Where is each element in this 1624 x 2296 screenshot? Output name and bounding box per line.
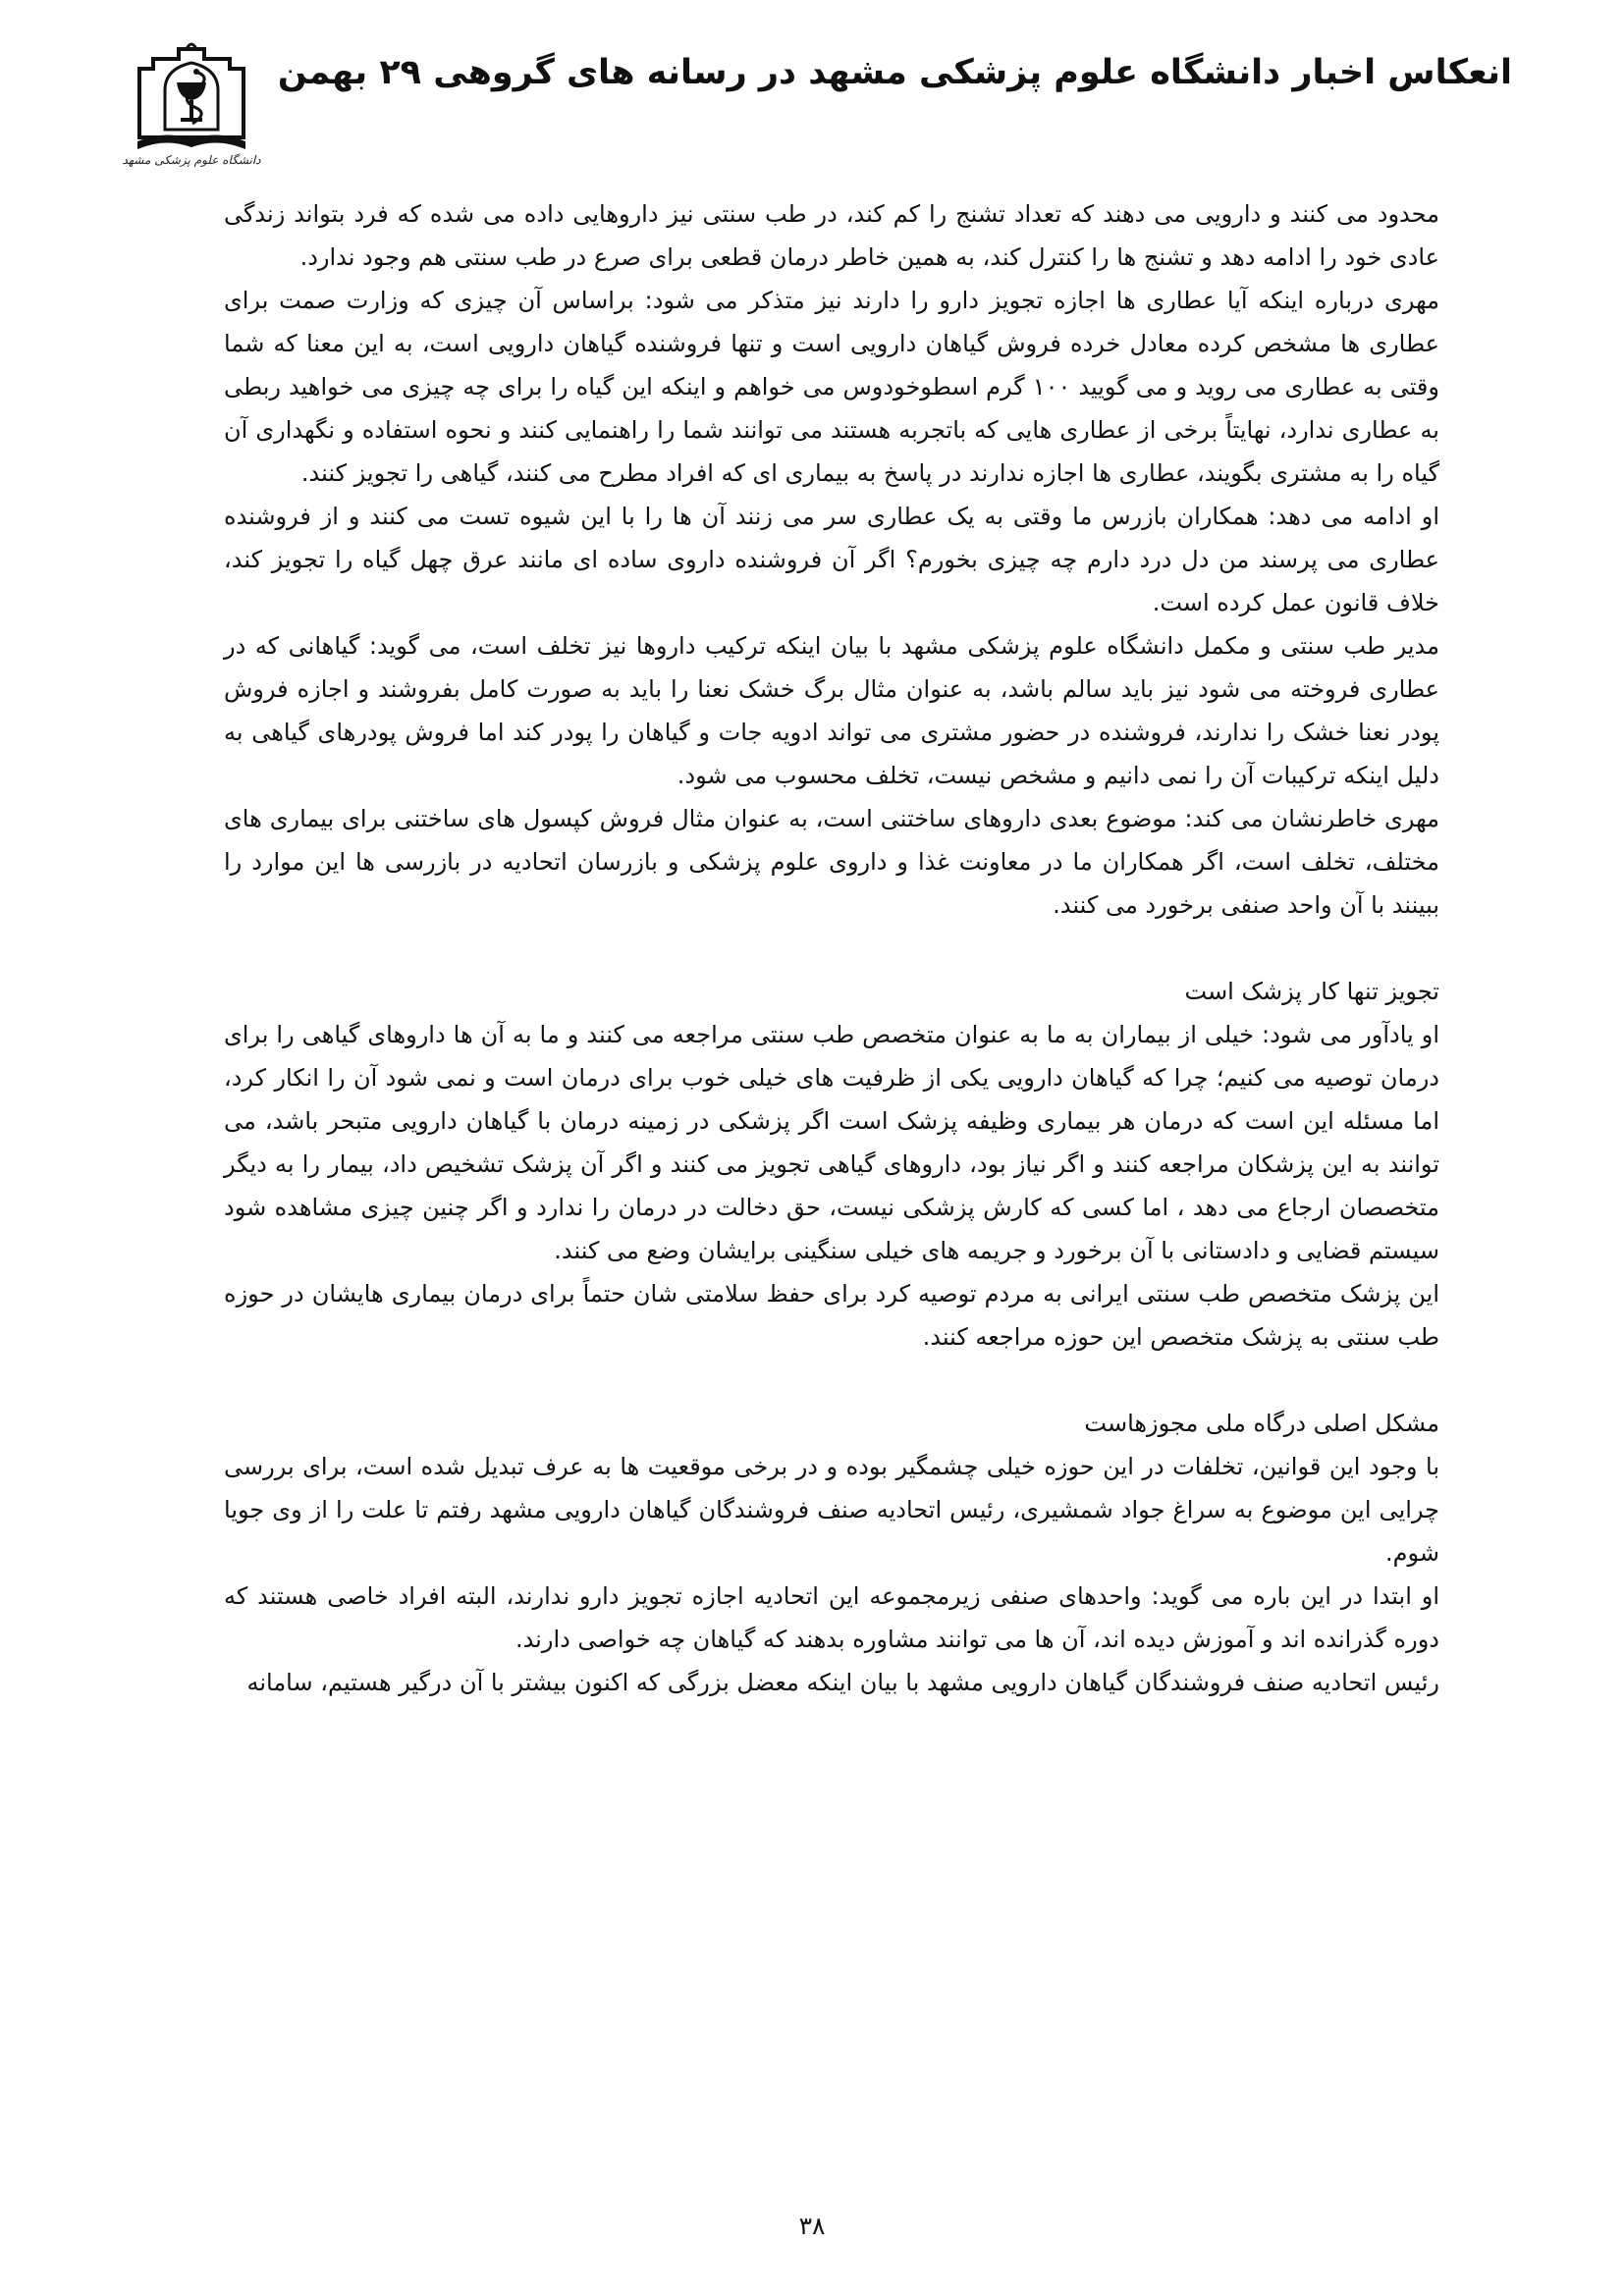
- section-heading: مشکل اصلی درگاه ملی مجوزهاست: [1084, 1410, 1439, 1437]
- paragraph: مهری درباره اینکه آیا عطاری ها اجازه تجویز دارو را دارند نیز متذکر می شود: براساس آن چیزی که وزارت صمت برای عطاری ها مشخص کرده معادل خرده فروش گیاهان دارویی است و تنها فروشنده گیاهان دارویی است، به این معنا که شما وقتی به عطاری می روید و می گویید ۱۰۰ گرم اسطوخودوس می خواهم و اینکه این گیاه را برای چه چیزی می خواهید ربطی به عطاری ندارد، نهایتاً برخی از عطاری هایی که باتجربه هستند می توانند شما را راهنمایی کنند و نحوه استفاده و نگهداری آن گیاه را به مشتری بگویند، عطاری ها اجازه ندارند در پاسخ به بیماری ای که افراد مطرح می کنند، گیاهی را تجویز کنند.: [224, 287, 1439, 487]
- university-emblem-icon: [118, 39, 265, 155]
- paragraph: مهری خاطرنشان می کند: موضوع بعدی داروهای ساختنی است، به عنوان مثال فروش کپسول های ساختنی برای بیماری های مختلف، تخلف است، اگر همکاران ما در معاونت غذا و داروی علوم پزشکی و بازرسان اتحادیه در بازرسی ها این موارد را ببینند با آن واحد صنفی برخورد می کنند.: [224, 805, 1439, 919]
- paragraph: او ابتدا در این باره می گوید: واحدهای صنفی زیرمجموعه این اتحادیه اجازه تجویز دارو ندارند، البته افراد خاصی هستند که دوره گذرانده اند و آموزش دیده اند، آن ها می توانند مشاوره بدهند که گیاهان چه خواصی دارند.: [224, 1582, 1439, 1653]
- article-body: [224, 192, 1439, 1704]
- page-header: [118, 39, 1512, 177]
- page-title: انعکاس اخبار دانشگاه علوم پزشکی مشهد در رسانه های گروهی ۲۹ بهمن: [277, 53, 1512, 92]
- section-spacer: [224, 1359, 1439, 1402]
- paragraph: رئیس اتحادیه صنف فروشندگان گیاهان دارویی مشهد با بیان اینکه معضل بزرگی که اکنون بیشتر با آن درگیر هستیم، سامانه: [246, 1669, 1439, 1696]
- section-spacer: [224, 927, 1439, 970]
- paragraph: محدود می کنند و دارویی می دهند که تعداد تشنج را کم کند، در طب سنتی نیز داروهایی داده می شده که فرد بتواند زندگی عادی خود را ادامه دهد و تشنج ها را کنترل کند، به همین خاطر درمان قطعی برای صرع در طب سنتی هم وجود ندارد.: [224, 200, 1439, 271]
- paragraph: او ادامه می دهد: همکاران بازرس ما وقتی به یک عطاری سر می زنند آن ها را با این شیوه تست می کنند و از فروشنده عطاری می پرسند من دل درد دارم چه چیزی بخورم؟ اگر آن فروشنده داروی ساده ای مانند عرق چهل گیاه را تجویز کند، خلاف قانون عمل کرده است.: [224, 503, 1439, 616]
- paragraph: مدیر طب سنتی و مکمل دانشگاه علوم پزشکی مشهد با بیان اینکه ترکیب داروها نیز تخلف است، می گوید: گیاهانی که در عطاری فروخته می شود نیز باید سالم باشد، به عنوان مثال برگ خشک نعنا را باید به صورت کامل بفروشند و اجازه فروش پودر نعنا خشک را ندارند، فروشنده در حضور مشتری می تواند ادویه جات و گیاهان را پودر کند اما فروش پودرهای گیاهی به دلیل اینکه ترکیبات آن را نمی دانیم و مشخص نیست، تخلف محسوب می شود.: [224, 632, 1439, 789]
- logo-caption: دانشگاه علوم پزشکی مشهد: [122, 153, 261, 167]
- section-heading: تجویز تنها کار پزشک است: [1184, 978, 1439, 1005]
- paragraph: او یادآور می شود: خیلی از بیماران به ما به عنوان متخصص طب سنتی مراجعه می کنند و ما به آن ها داروهای گیاهی را برای درمان توصیه می کنیم؛ چرا که گیاهان دارویی یکی از ظرفیت های خیلی خوب برای درمان است و نمی شود آن را انکار کرد، اما مسئله این است که درمان هر بیماری وظیفه پزشک است اگر پزشکی در زمینه درمان با گیاهان دارویی متبحر باشد، می توانند به این پزشکان مراجعه کنند و اگر نیاز بود، داروهای گیاهی تجویز می کنند و اگر آن پزشک تشخیص داد، بیمار را به دیگر متخصصان ارجاع می دهد ، اما کسی که کارش پزشکی نیست، حق دخالت در درمان را ندارد و اگر چنین چیزی مشاهده شود سیستم قضایی و دادستانی با آن برخورد و جریمه های خیلی سنگینی برایشان وضع می کنند.: [224, 1021, 1439, 1264]
- paragraph: این پزشک متخصص طب سنتی ایرانی به مردم توصیه کرد برای حفظ سلامتی شان حتماً برای درمان بیماری هایشان در حوزه طب سنتی به پزشک متخصص این حوزه مراجعه کنند.: [224, 1280, 1439, 1351]
- paragraph: با وجود این قوانین، تخلفات در این حوزه خیلی چشمگیر بوده و در برخی موقعیت ها به عرف تبدیل شده است، برای بررسی چرایی این موضوع به سراغ جواد شمشیری، رئیس اتحادیه صنف فروشندگان گیاهان دارویی مشهد رفتم تا علت را از وی جویا شوم.: [224, 1453, 1439, 1567]
- page-number: ۳۸: [798, 2212, 826, 2240]
- university-logo: [118, 39, 265, 177]
